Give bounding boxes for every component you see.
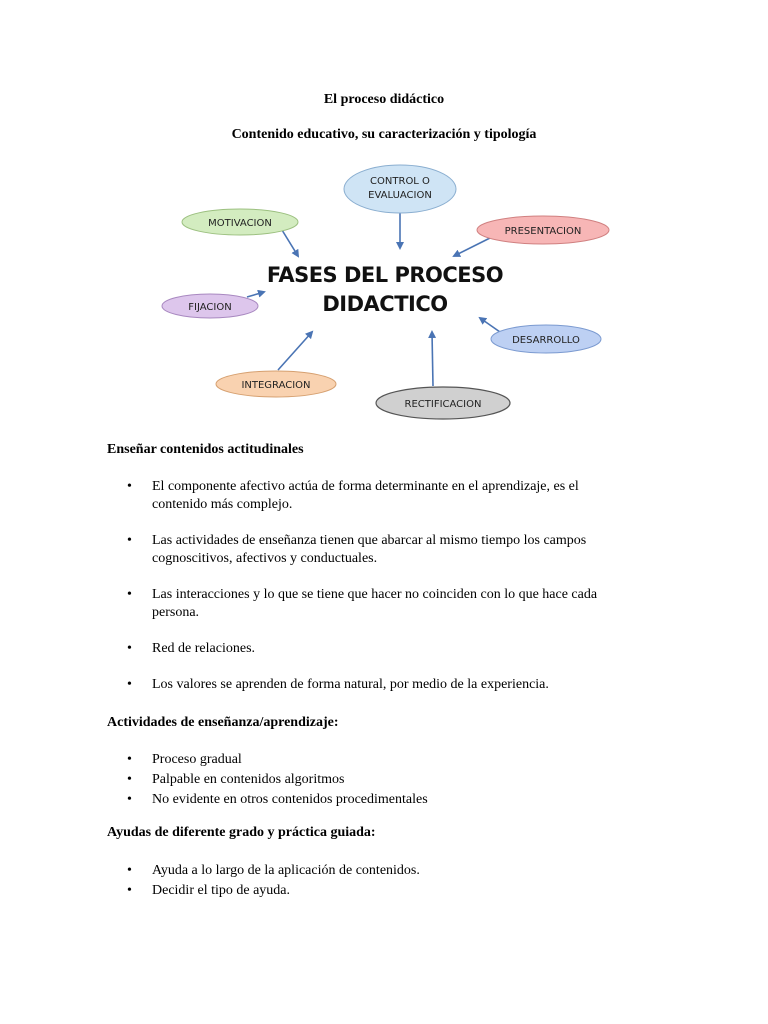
heading-actividades: Actividades de enseñanza/aprendizaje: <box>107 715 339 730</box>
list-item-text: Red de relaciones. <box>152 641 256 656</box>
node-integracion <box>216 371 336 397</box>
list-item <box>107 478 647 514</box>
node-presentacion-label: PRESENTACION <box>504 226 582 237</box>
list-item: • No evidente en otros contenidos procedimentales <box>107 791 647 809</box>
list-ayudas <box>107 862 647 902</box>
node-fijacion <box>162 294 258 318</box>
list-item-text: El componente afectivo actúa de forma determinante en el aprendizaje, es el <box>152 479 579 494</box>
arrow-rectificacion <box>432 332 433 386</box>
list-item: • Ayuda a lo largo de la aplicación de contenidos. <box>107 862 647 880</box>
list-item-text: Las actividades de enseñanza tienen que abarcar al mismo tiempo los campos <box>152 533 587 548</box>
diagram-center-line2: DIDACTICO <box>322 292 448 316</box>
phases-diagram <box>150 160 620 422</box>
list-item <box>107 532 647 568</box>
node-integracion-label: INTEGRACION <box>241 380 311 391</box>
node-control-line2: EVALUACION <box>368 190 432 201</box>
list-item <box>107 586 647 622</box>
node-control-line1: CONTROL O <box>370 176 430 187</box>
list-item <box>107 676 647 694</box>
arrow-motivacion <box>282 230 298 256</box>
list-item <box>107 640 647 658</box>
arrow-integracion <box>278 332 312 370</box>
arrow-desarrollo <box>480 318 500 332</box>
node-control-evaluacion <box>344 165 456 213</box>
node-motivacion <box>182 209 298 235</box>
arrow-presentacion <box>454 238 490 256</box>
node-fijacion-label: FIJACION <box>188 302 232 313</box>
heading-actitudinales: Enseñar contenidos actitudinales <box>107 442 304 457</box>
list-item: • Decidir el tipo de ayuda. <box>107 882 647 900</box>
list-item-text: cognoscitivos, afectivos y conductuales. <box>152 551 378 566</box>
node-rectificacion-label: RECTIFICACION <box>404 399 482 410</box>
list-item-text: persona. <box>152 605 200 620</box>
list-actitudinales <box>107 478 647 694</box>
list-item-text: Las interacciones y lo que se tiene que hacer no coinciden con lo que hace cada <box>152 587 598 602</box>
list-item: • Proceso gradual <box>107 751 647 769</box>
node-control-shape <box>344 165 456 213</box>
node-motivacion-label: MOTIVACION <box>208 218 272 229</box>
node-desarrollo <box>491 325 601 353</box>
document-subtitle: Contenido educativo, su caracterización y tipología <box>231 127 537 142</box>
node-presentacion <box>477 216 609 244</box>
arrow-fijacion <box>247 292 264 297</box>
list-item-text: Los valores se aprenden de forma natural, por medio de la experiencia. <box>152 677 549 692</box>
heading-ayudas: Ayudas de diferente grado y práctica guiada: <box>107 825 376 840</box>
node-rectificacion <box>376 387 510 419</box>
list-item: • Palpable en contenidos algoritmos <box>107 771 647 789</box>
list-item-text: contenido más complejo. <box>152 497 293 512</box>
node-desarrollo-label: DESARROLLO <box>512 335 580 346</box>
diagram-center-line1: FASES DEL PROCESO <box>266 263 504 287</box>
document-title: El proceso didáctico <box>323 92 445 107</box>
list-actividades <box>107 751 647 811</box>
